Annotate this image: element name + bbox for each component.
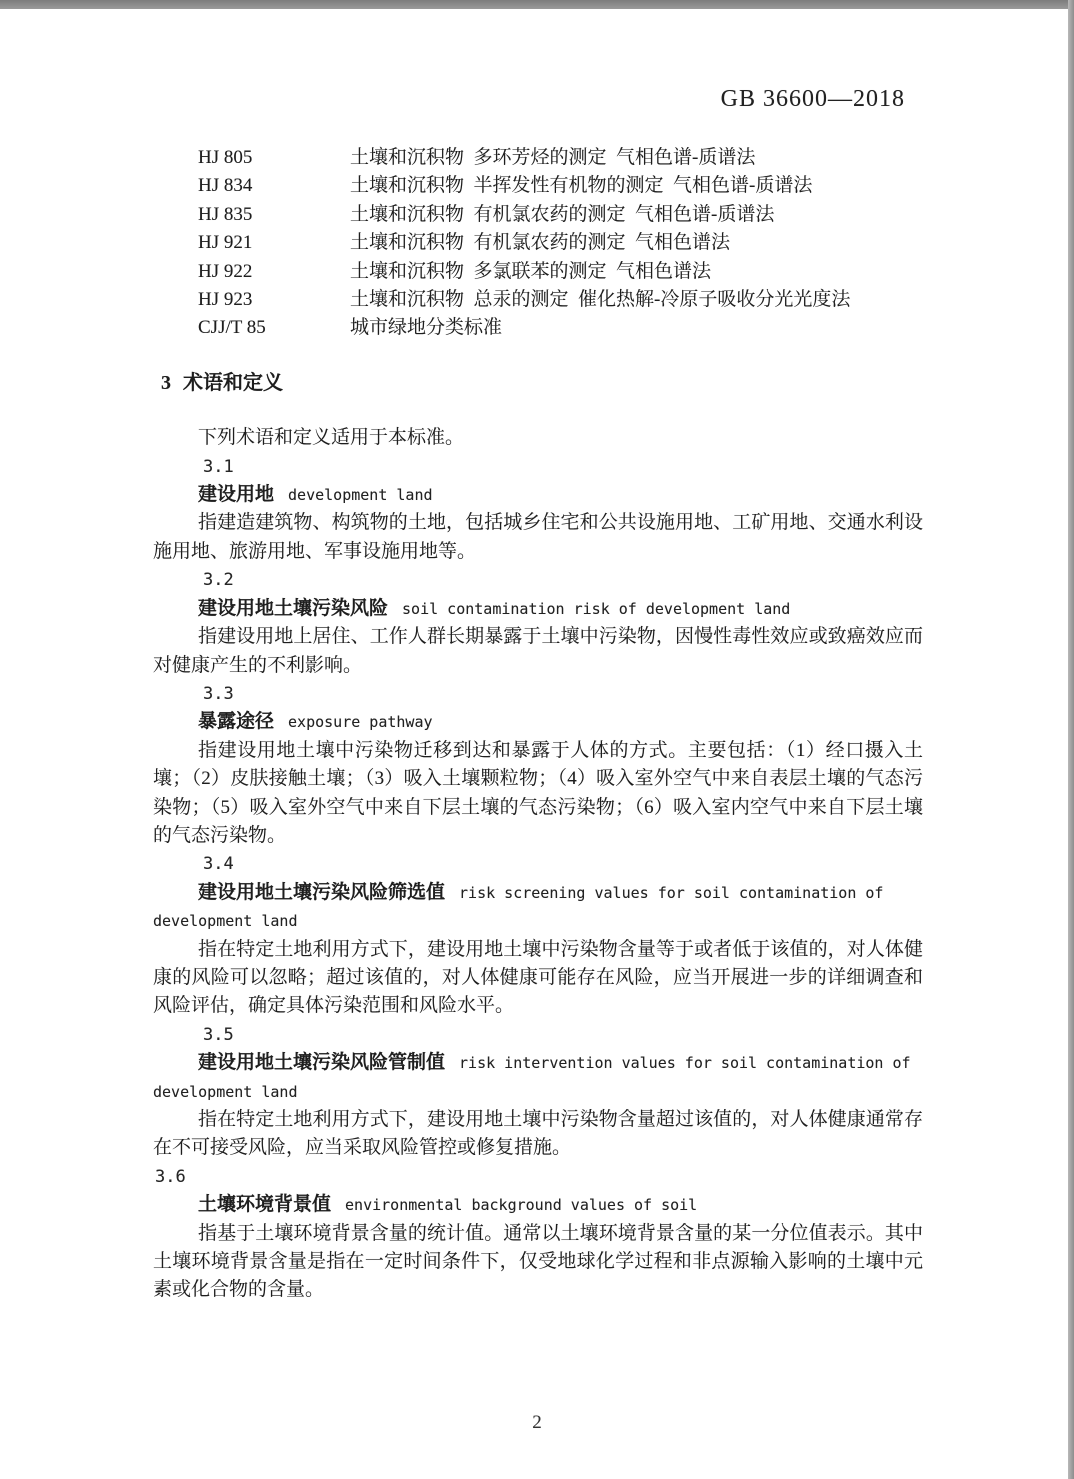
term-block-3-3: [153, 680, 923, 850]
term-number: 3.6: [155, 1166, 186, 1187]
reference-code: CJJ/T 85: [198, 317, 266, 339]
term-definition: 指在特定土地利用方式下，建设用地土壤中污染物含量等于或者低于该值的，对人体健康的风险可以忽略；超过该值的，对人体健康可能存在风险，应当开展进一步的详细调查和风险评估，确定具体污染范围和风险水平。: [153, 938, 923, 1017]
reference-code: HJ 921: [198, 232, 253, 254]
reference-code: HJ 834: [198, 175, 253, 197]
term-name-zh: 建设用地土壤污染风险管制值: [198, 1052, 446, 1074]
term-block-3-2: [153, 566, 923, 680]
term-name-en: environmental background values of soil: [345, 1196, 698, 1215]
reference-code: HJ 835: [198, 203, 253, 225]
page-edge-right: [1068, 0, 1074, 1479]
reference-row: [153, 286, 923, 314]
term-definition: 指在特定土地利用方式下，建设用地土壤中污染物含量超过该值的，对人体健康通常存在不可接受风险，应当采取风险管控或修复措施。: [153, 1109, 923, 1159]
term-name-en: risk intervention values for soil contamination of development land: [153, 1054, 911, 1101]
term-heading: [153, 1191, 923, 1219]
reference-title: 土壤和沉积物 有机氯农药的测定 气相色谱-质谱法: [350, 203, 775, 225]
term-block-3-4: [153, 850, 923, 1020]
reference-row: [153, 144, 923, 172]
term-name-en: soil contamination risk of development land: [402, 599, 791, 618]
reference-code: HJ 923: [198, 289, 253, 311]
term-name-zh: 土壤环境背景值: [198, 1194, 332, 1216]
section-number: 3: [161, 371, 171, 394]
reference-row: [153, 258, 923, 286]
term-definition: 指基于土壤环境背景含量的统计值。通常以土壤环境背景含量的某一分位值表示。其中土壤环境背景含量是指在一定时间条件下，仅受地球化学过程和非点源输入影响的土壤中元素或化合物的含量。: [153, 1222, 923, 1301]
reference-title: 城市绿地分类标准: [350, 317, 503, 339]
normative-references-list: [153, 144, 923, 343]
reference-row: [153, 229, 923, 257]
term-number: 3.4: [203, 854, 234, 875]
term-definition: 指建设用地上居住、工作人群长期暴露于土壤中污染物，因慢性毒性效应或致癌效应而对健康产生的不利影响。: [153, 626, 923, 676]
reference-row: [153, 314, 923, 342]
reference-code: HJ 922: [198, 260, 253, 282]
term-number: 3.5: [203, 1024, 234, 1045]
page-footer: [0, 1412, 1074, 1434]
term-name-en: development land: [288, 486, 433, 505]
reference-title: 土壤和沉积物 总汞的测定 催化热解-冷原子吸收分光光度法: [350, 289, 851, 311]
reference-title: 土壤和沉积物 半挥发性有机物的测定 气相色谱-质谱法: [350, 175, 813, 197]
reference-row: [153, 201, 923, 229]
term-block-3-1: [153, 453, 923, 567]
reference-title: 土壤和沉积物 多环芳烃的测定 气相色谱-质谱法: [350, 147, 756, 168]
term-name-zh: 建设用地土壤污染风险: [198, 597, 389, 619]
term-number: 3.3: [203, 683, 234, 704]
term-heading: [153, 879, 923, 936]
term-heading: [153, 481, 923, 509]
term-block-3-5: [153, 1021, 923, 1163]
term-name-zh: 暴露途径: [198, 711, 275, 733]
reference-code: HJ 805: [198, 147, 253, 168]
page-header: [0, 86, 905, 113]
section-heading: [161, 369, 923, 397]
page-number: 2: [532, 1412, 542, 1433]
section-intro: 下列术语和定义适用于本标准。: [198, 427, 465, 449]
term-number: 3.2: [203, 570, 234, 591]
standard-number: GB 36600—2018: [720, 86, 905, 112]
term-definition: 指建造建筑物、构筑物的土地，包括城乡住宅和公共设施用地、工矿用地、交通水利设施用地、旅游用地、军事设施用地等。: [153, 512, 923, 562]
term-number: 3.1: [203, 456, 234, 477]
term-name-en: risk screening values for soil contamination of development land: [153, 883, 884, 931]
term-heading: [153, 595, 923, 623]
page-edge-top: [0, 0, 1074, 9]
term-name-zh: 建设用地土壤污染风险筛选值: [198, 881, 446, 903]
term-name-en: exposure pathway: [288, 713, 433, 732]
term-heading: [153, 708, 923, 736]
term-heading: [153, 1049, 923, 1106]
reference-title: 土壤和沉积物 多氯联苯的测定 气相色谱法: [350, 260, 712, 282]
term-name-zh: 建设用地: [198, 484, 275, 506]
page-body: [153, 144, 923, 1305]
reference-title: 土壤和沉积物 有机氯农药的测定 气相色谱法: [350, 232, 731, 254]
term-block-3-6: [153, 1163, 923, 1305]
reference-row: [153, 172, 923, 200]
term-definition: 指建设用地土壤中污染物迁移到达和暴露于人体的方式。主要包括：（1）经口摄入土壤；（2）皮肤接触土壤；（3）吸入土壤颗粒物；（4）吸入室外空气中来自表层土壤的气态污染物；（5）吸入室外空气中来自下层土壤的气态污染物；（6）吸入室内空气中来自下层土壤的气态污染物。: [153, 739, 923, 846]
section-title: 术语和定义: [183, 371, 283, 394]
